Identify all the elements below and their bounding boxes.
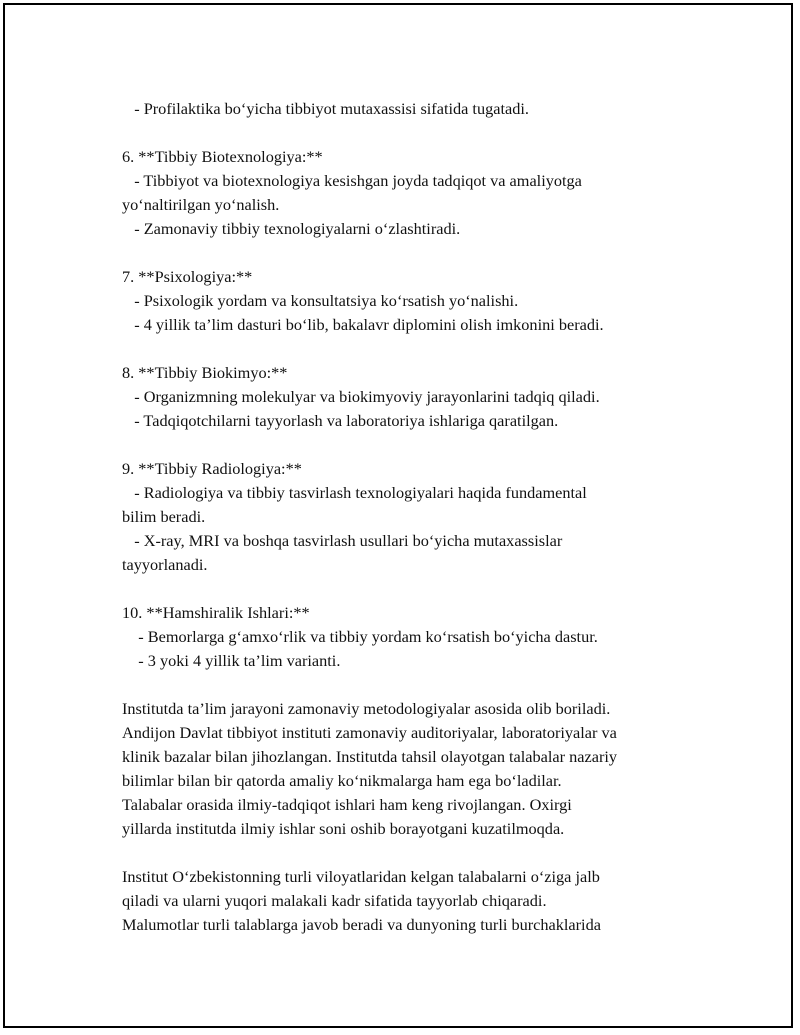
paragraph-2-line: Institut O‘zbekistonning turli viloyatlaridan kelgan talabalarni o‘ziga jalb	[122, 867, 600, 886]
section-heading-10: 10. **Hamshiralik Ishlari:**	[122, 603, 310, 622]
section-heading-9: 9. **Tibbiy Radiologiya:**	[122, 459, 302, 478]
section-heading-8: 8. **Tibbiy Biokimyo:**	[122, 363, 288, 382]
paragraph-2-line: qiladi va ularni yuqori malakali kadr sifatida tayyorlab chiqaradi.	[122, 891, 547, 910]
section-10-line: - 3 yoki 4 yillik ta’lim varianti.	[122, 651, 341, 670]
section-6-line: - Tibbiyot va biotexnologiya kesishgan joyda tadqiqot va amaliyotga	[122, 171, 582, 190]
paragraph-1-line: bilimlar bilan bir qatorda amaliy ko‘nikmalarga ham ega bo‘ladilar.	[122, 771, 562, 790]
section-6-line: yo‘naltirilgan yo‘nalish.	[122, 195, 280, 214]
document-page	[3, 3, 793, 1028]
paragraph-2-line: Malumotlar turli talablarga javob beradi va dunyoning turli burchaklarida	[122, 915, 601, 934]
section-8-line: - Organizmning molekulyar va biokimyoviy jarayonlarini tadqiq qiladi.	[122, 387, 600, 406]
section-heading-6: 6. **Tibbiy Biotexnologiya:**	[122, 147, 323, 166]
section-9-line: - X-ray, MRI va boshqa tasvirlash usullari bo‘yicha mutaxassislar	[122, 531, 563, 550]
section-6-line: - Zamonaviy tibbiy texnologiyalarni o‘zlashtiradi.	[122, 219, 461, 238]
paragraph-1-line: Andijon Davlat tibbiyot instituti zamonaviy auditoriyalar, laboratoriyalar va	[122, 723, 617, 742]
section-9-line: bilim beradi.	[122, 507, 206, 526]
intro-bullet: - Profilaktika bo‘yicha tibbiyot mutaxassisi sifatida tugatadi.	[122, 99, 529, 118]
document-body	[122, 97, 692, 937]
section-9-line: - Radiologiya va tibbiy tasvirlash texnologiyalari haqida fundamental	[122, 483, 587, 502]
paragraph-1-line: yillarda institutda ilmiy ishlar soni oshib borayotgani kuzatilmoqda.	[122, 819, 565, 838]
section-7-line: - 4 yillik ta’lim dasturi bo‘lib, bakalavr diplomini olish imkonini beradi.	[122, 315, 604, 334]
section-7-line: - Psixologik yordam va konsultatsiya ko‘rsatish yo‘nalishi.	[122, 291, 519, 310]
paragraph-1-line: Talabalar orasida ilmiy-tadqiqot ishlari ham keng rivojlangan. Oxirgi	[122, 795, 572, 814]
section-8-line: - Tadqiqotchilarni tayyorlash va laboratoriya ishlariga qaratilgan.	[122, 411, 559, 430]
section-10-line: - Bemorlarga g‘amxo‘rlik va tibbiy yordam ko‘rsatish bo‘yicha dastur.	[122, 627, 598, 646]
paragraph-1-line: Institutda ta’lim jarayoni zamonaviy metodologiyalar asosida olib boriladi.	[122, 699, 611, 718]
paragraph-1-line: klinik bazalar bilan jihozlangan. Institutda tahsil olayotgan talabalar nazariy	[122, 747, 618, 766]
section-heading-7: 7. **Psixologiya:**	[122, 267, 253, 286]
section-9-line: tayyorlanadi.	[122, 555, 208, 574]
